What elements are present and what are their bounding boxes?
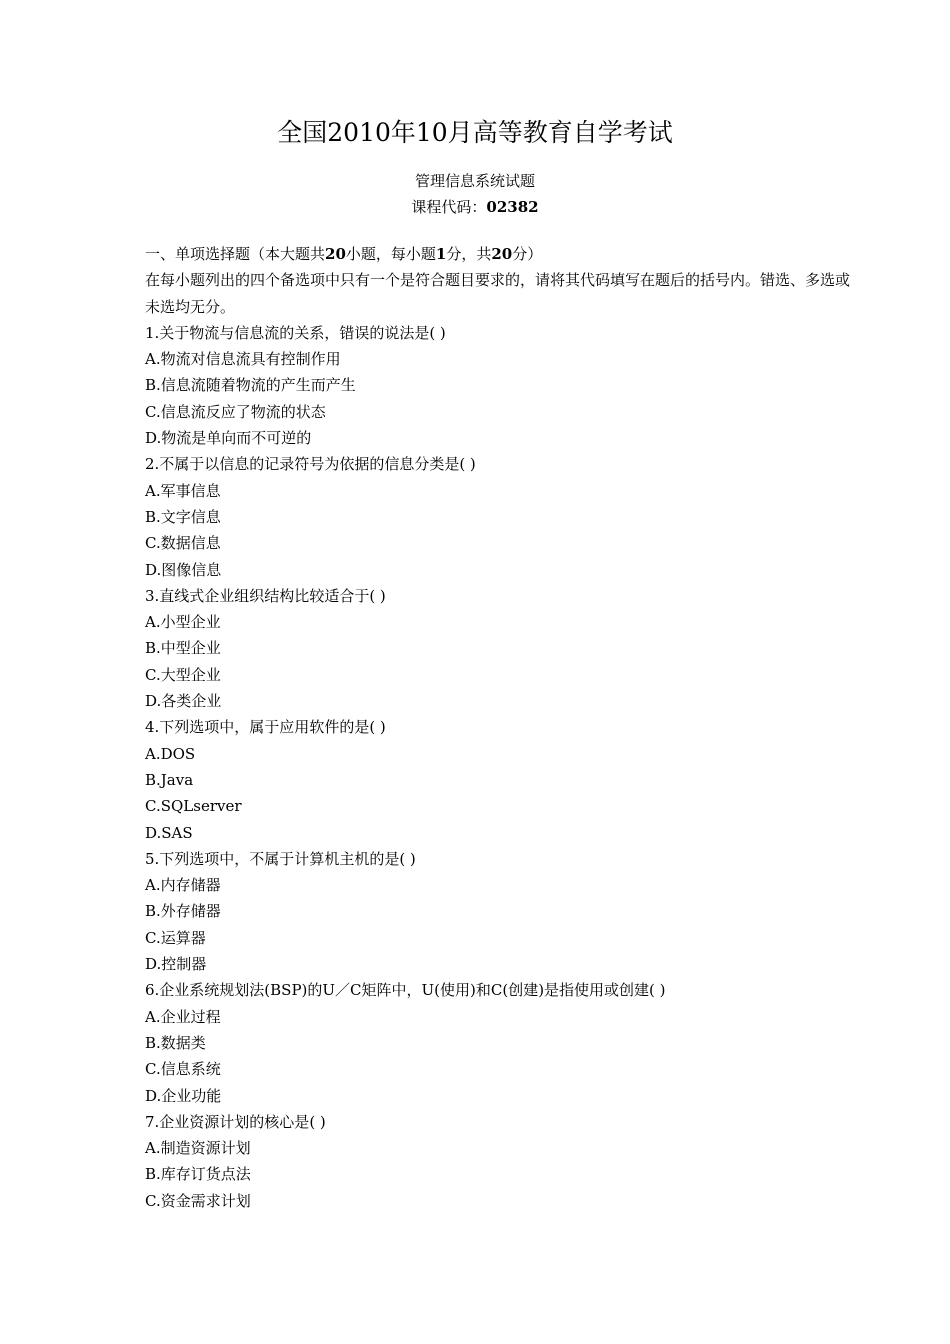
answer-option: B.文字信息	[145, 507, 221, 526]
question-stem: 1.关于物流与信息流的关系，错误的说法是( )	[145, 323, 446, 342]
question-stem: 7.企业资源计划的核心是( )	[145, 1112, 326, 1131]
answer-option: D.物流是单向而不可逆的	[145, 429, 312, 448]
answer-option: C.信息流反应了物流的状态	[145, 402, 326, 421]
instructions: 在每小题列出的四个备选项中只有一个是符合题目要求的，请将其代码填写在题后的括号内。错选、多选或未选均无分。	[145, 271, 851, 316]
section-mid2: 分，共	[446, 245, 492, 263]
answer-option: D.各类企业	[145, 692, 222, 711]
answer-option: A.军事信息	[145, 481, 221, 500]
answer-option: C.资金需求计划	[145, 1191, 251, 1210]
exam-title: 全国2010年10月高等教育自学考试	[277, 118, 673, 147]
answer-option: A.小型企业	[145, 613, 221, 632]
answer-option: C.运算器	[145, 928, 206, 947]
exam-subtitle: 管理信息系统试题	[414, 172, 535, 190]
question-count: 20	[325, 245, 346, 263]
question-list	[145, 320, 855, 1214]
answer-option: B.外存储器	[145, 902, 221, 921]
course-code-line	[0, 194, 950, 220]
answer-option: D.控制器	[145, 955, 207, 974]
answer-option: D.企业功能	[145, 1086, 222, 1105]
question-stem: 5.下列选项中，不属于计算机主机的是( )	[145, 849, 416, 868]
question-stem: 6.企业系统规划法(BSP)的U／C矩阵中，U(使用)和C(创建)是指使用或创建( )	[145, 981, 666, 1000]
exam-body	[145, 241, 855, 1214]
answer-option: D.图像信息	[145, 560, 222, 579]
answer-option: B.信息流随着物流的产生而产生	[145, 376, 356, 395]
answer-option: B.Java	[145, 770, 194, 789]
answer-option: C.大型企业	[145, 665, 221, 684]
question-stem: 2.不属于以信息的记录符号为依据的信息分类是( )	[145, 455, 476, 474]
section-mid1: 小题，每小题	[345, 245, 436, 263]
answer-option: D.SAS	[145, 823, 193, 842]
answer-option: C.数据信息	[145, 534, 221, 553]
course-code: 02382	[486, 198, 539, 216]
section-heading	[145, 241, 855, 267]
answer-option: C.信息系统	[145, 1060, 221, 1079]
section-prefix: 一、单项选择题（本大题共	[145, 245, 326, 263]
answer-option: B.中型企业	[145, 639, 221, 658]
answer-option: B.数据类	[145, 1033, 206, 1052]
answer-option: B.库存订货点法	[145, 1165, 251, 1184]
answer-option: A.制造资源计划	[145, 1139, 251, 1158]
answer-option: A.DOS	[145, 744, 196, 763]
points-each: 1	[435, 245, 447, 263]
question-stem: 3.直线式企业组织结构比较适合于( )	[145, 586, 386, 605]
answer-option: A.物流对信息流具有控制作用	[145, 350, 341, 369]
answer-option: A.内存储器	[145, 876, 221, 895]
section-suffix: 分）	[512, 245, 543, 263]
points-total: 20	[491, 245, 513, 263]
question-stem: 4.下列选项中，属于应用软件的是( )	[145, 718, 386, 737]
answer-option: C.SQLserver	[145, 797, 242, 816]
answer-option: A.企业过程	[145, 1007, 221, 1026]
course-code-label: 课程代码：	[411, 198, 487, 216]
